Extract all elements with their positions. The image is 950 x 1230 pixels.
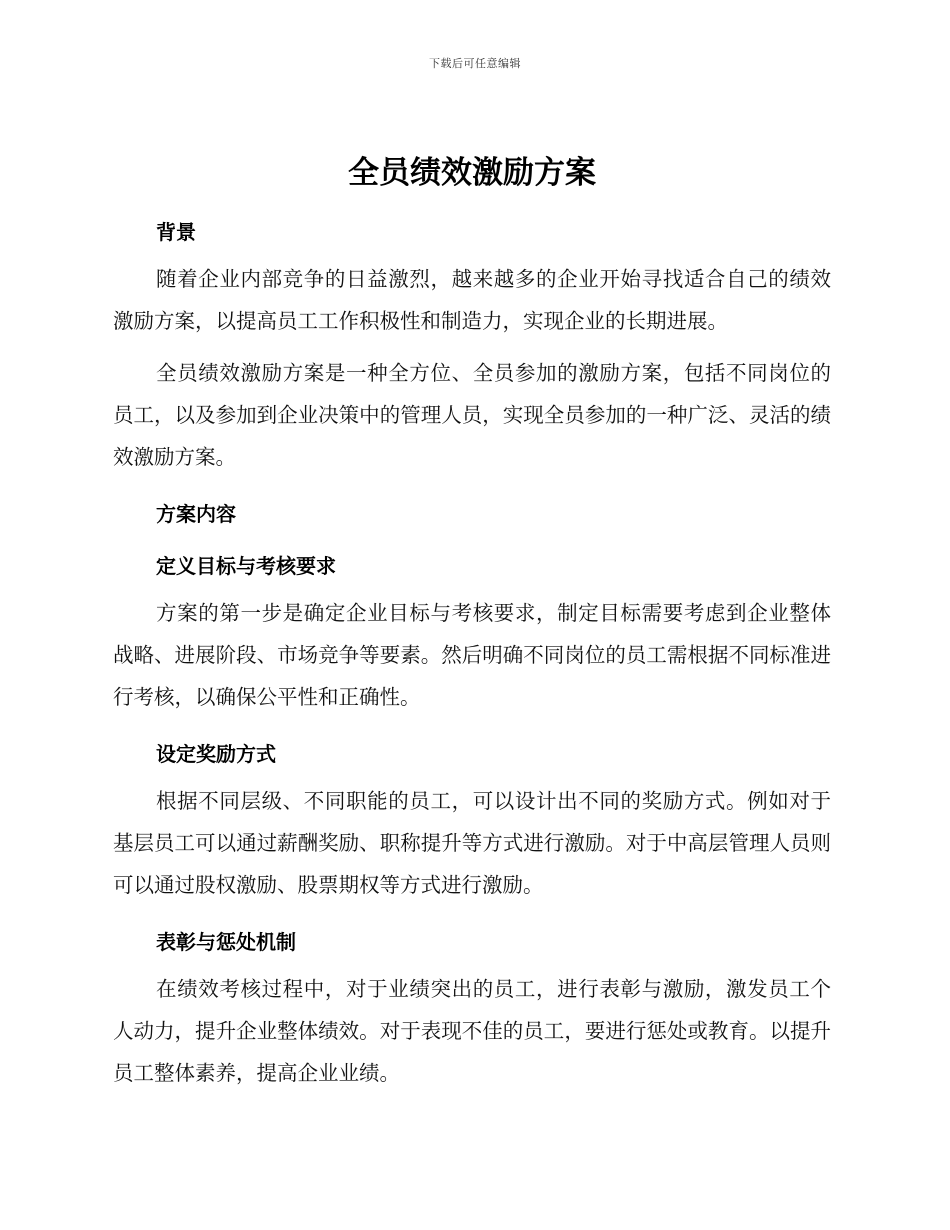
section-heading-background: 背景	[156, 220, 196, 244]
paragraph-rewards: 根据不同层级、不同职能的员工，可以设计出不同的奖励方式。例如对于基层员工可以通过薪酬奖励、职称提升等方式进行激励。对于中高层管理人员则可以通过股权激励、股票期权等方式进行激励。	[113, 789, 831, 897]
document-title: 全员绩效激励方案	[348, 155, 596, 191]
paragraph-goals: 方案的第一步是确定企业目标与考核要求，制定目标需要考虑到企业整体战略、进展阶段、市场竞争等要素。然后明确不同岗位的员工需根据不同标准进行考核，以确保公平性和正确性。	[113, 601, 831, 709]
paragraph-background-2: 全员绩效激励方案是一种全方位、全员参加的激励方案，包括不同岗位的员工，以及参加到企业决策中的管理人员，实现全员参加的一种广泛、灵活的绩效激励方案。	[113, 361, 831, 469]
section-heading-rewards: 设定奖励方式	[156, 742, 276, 766]
document-body	[113, 148, 831, 1104]
section-heading-commendation: 表彰与惩处机制	[156, 930, 296, 954]
section-heading-goals: 定义目标与考核要求	[156, 554, 336, 578]
header-note: 下载后可任意编辑	[429, 57, 521, 70]
section-heading-plan-content: 方案内容	[156, 502, 236, 526]
paragraph-commendation: 在绩效考核过程中，对于业绩突出的员工，进行表彰与激励，激发员工个人动力，提升企业整体绩效。对于表现不佳的员工，要进行惩处或教育。以提升员工整体素养，提高企业业绩。	[113, 977, 831, 1085]
paragraph-background-1: 随着企业内部竞争的日益激烈，越来越多的企业开始寻找适合自己的绩效激励方案，以提高员工工作积极性和制造力，实现企业的长期进展。	[113, 267, 831, 333]
